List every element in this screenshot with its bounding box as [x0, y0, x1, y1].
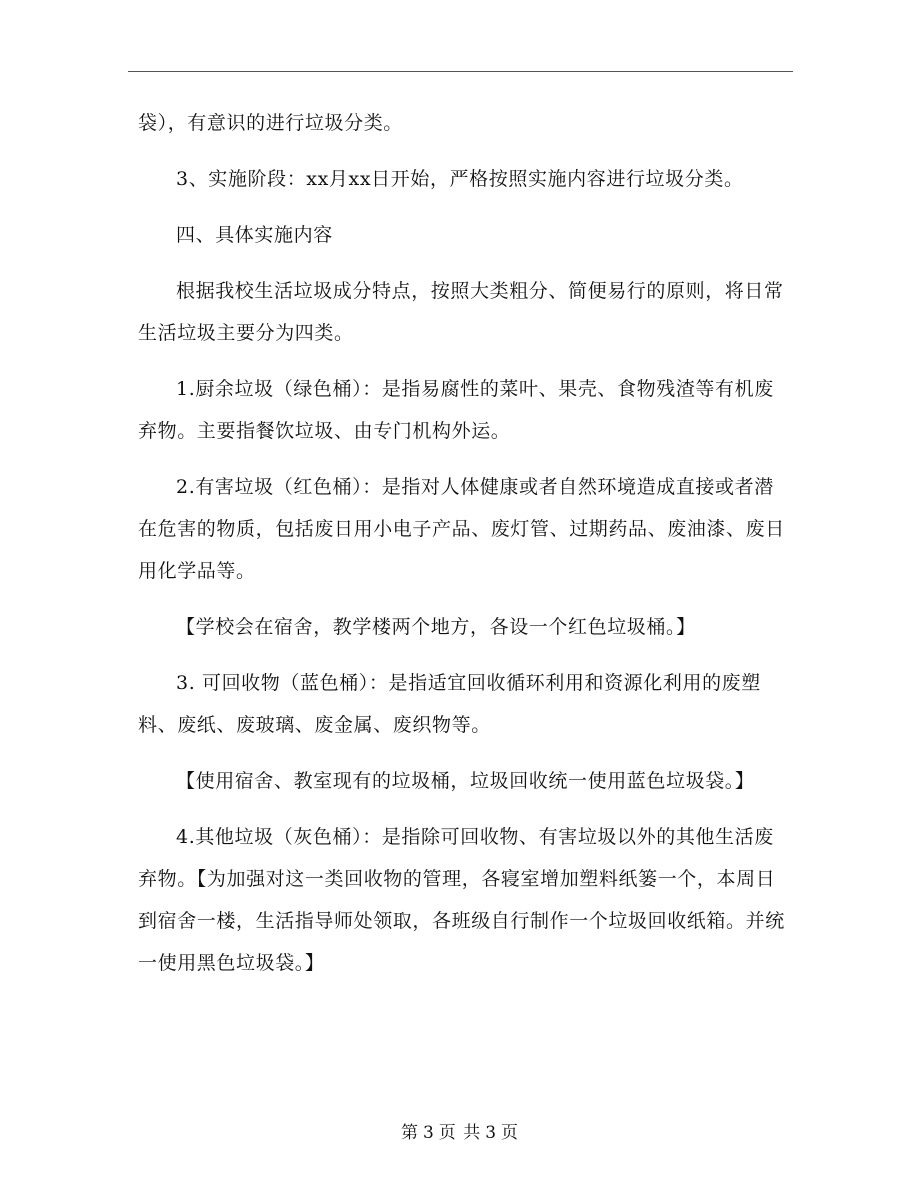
- document-body: [138, 102, 788, 998]
- header-rule: [128, 71, 793, 72]
- paragraph-blue-bag-note: 【使用宿舍、教室现有的垃圾桶，垃圾回收统一使用蓝色垃圾袋。】: [176, 770, 755, 792]
- paragraph-hazardous-waste: 2.有害垃圾（红色桶）：是指对人体健康或者自然环境造成直接或者潜在危害的物质，包括废日用小电子产品、废灯管、过期药品、废油漆、废日用化学品等。: [138, 476, 785, 582]
- section-heading: 四、具体实施内容: [176, 224, 333, 246]
- footer-mid: 页 共: [438, 1123, 482, 1143]
- page-footer: [0, 1118, 920, 1143]
- paragraph-intro: 根据我校生活垃圾成分特点，按照大类粗分、简便易行的原则，将日常生活垃圾主要分为四类。: [138, 280, 784, 344]
- paragraph-red-bin-note: 【学校会在宿舍，教学楼两个地方，各设一个红色垃圾桶。】: [176, 616, 696, 638]
- paragraph-kitchen-waste: 1.厨余垃圾（绿色桶）：是指易腐性的菜叶、果壳、食物残渣等有机废弃物。主要指餐饮垃圾、由专门机构外运。: [138, 378, 774, 442]
- total-page-number: 3: [485, 1123, 498, 1143]
- footer-suffix: 页: [501, 1123, 520, 1143]
- paragraph-other-waste: 4.其他垃圾（灰色桶）：是指除可回收物、有害垃圾以外的其他生活废弃物。【为加强对这一类回收物的管理，各寝室增加塑料纸篓一个，本周日到宿舍一楼，生活指导师处领取，各班级自行制作一个垃圾回收纸箱。并统一使用黑色垃圾袋。】: [138, 826, 785, 974]
- paragraph-implementation-stage: 3、实施阶段：xx月xx日开始，严格按照实施内容进行垃圾分类。: [176, 168, 744, 190]
- current-page-number: 3: [422, 1123, 435, 1143]
- paragraph-continuation: 袋），有意识的进行垃圾分类。: [138, 112, 403, 134]
- footer-prefix: 第: [400, 1123, 419, 1143]
- paragraph-recyclables: 3. 可回收物（蓝色桶）：是指适宜回收循环利用和资源化利用的废塑料、废纸、废玻璃、废金属、废织物等。: [138, 672, 761, 736]
